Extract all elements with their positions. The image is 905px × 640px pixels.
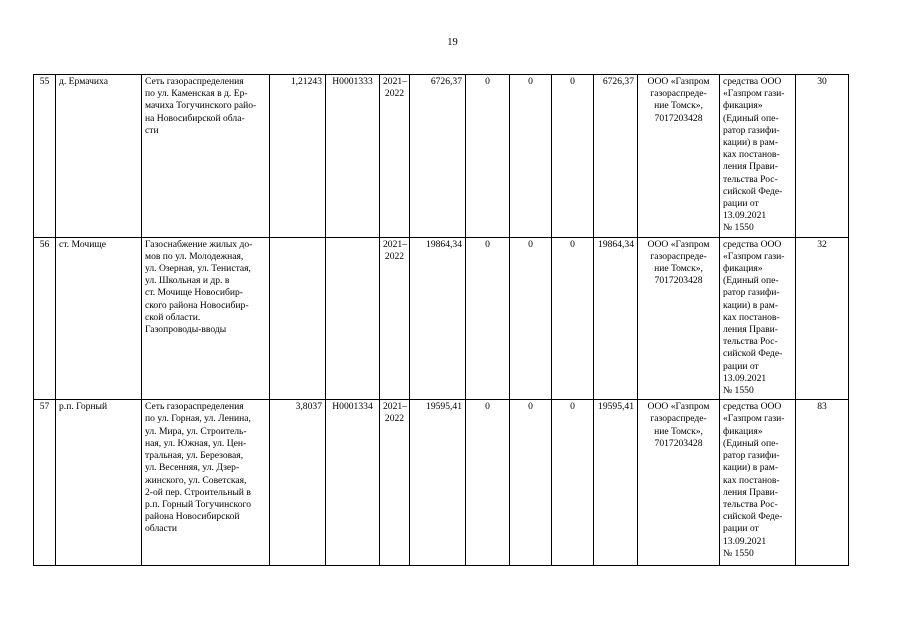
row-number: 55 (34, 75, 56, 238)
amount-col-1: 0 (466, 400, 510, 566)
last-column-value: 83 (796, 400, 849, 566)
object-code (326, 237, 380, 400)
amount-col-1: 0 (466, 75, 510, 238)
object-description: Сеть газораспределения по ул. Горная, ул. Ленина, ул. Мира, ул. Строитель- ная, ул. Южная, ул. Цен- тральная, ул. Березовая, ул. Весенняя, ул. Дзер- жинского, ул. Советская, 2-ой пер. Строительный в р.п. Горный Тогучинского района Новосибирской области (142, 400, 270, 566)
organization: ООО «Газпром газораспреде- ние Томск», 7017203428 (638, 237, 720, 400)
settlement-name: ст. Мочище (56, 237, 142, 400)
last-column-value: 32 (796, 237, 849, 400)
amount-col-1: 0 (466, 237, 510, 400)
total-amount: 19864,34 (410, 237, 466, 400)
organization: ООО «Газпром газораспреде- ние Томск», 7017203428 (638, 400, 720, 566)
organization: ООО «Газпром газораспреде- ние Томск», 7017203428 (638, 75, 720, 238)
amount-col-2: 0 (510, 400, 552, 566)
row-number: 56 (34, 237, 56, 400)
pipeline-length: 1,21243 (270, 75, 326, 238)
row-number: 57 (34, 400, 56, 566)
settlement-name: д. Ермачиха (56, 75, 142, 238)
amount-col-2: 0 (510, 237, 552, 400)
funding-source: средства ООО «Газпром гази- фикация» (Единый опе- ратор газифи- кации) в рам- ках постанов- ления Прави- тельства Рос- сийской Феде- рации от 13.09.2021 № 1550 (720, 75, 796, 238)
amount-col-4: 19864,34 (594, 237, 638, 400)
settlement-name: р.п. Горный (56, 400, 142, 566)
object-code: Н0001334 (326, 400, 380, 566)
pipeline-length (270, 237, 326, 400)
years-period: 2021– 2022 (380, 237, 410, 400)
page-number: 19 (447, 37, 458, 48)
amount-col-4: 6726,37 (594, 75, 638, 238)
amount-col-3: 0 (552, 237, 594, 400)
object-description: Газоснабжение жилых до- мов по ул. Молодежная, ул. Озерная, ул. Тенистая, ул. Школьная и др. в ст. Мочище Новосибир- ского района Новосибир- ской области. Газопроводы-вводы (142, 237, 270, 400)
funding-source: средства ООО «Газпром гази- фикация» (Единый опе- ратор газифи- кации) в рам- ках постанов- ления Прави- тельства Рос- сийской Феде- рации от 13.09.2021 № 1550 (720, 400, 796, 566)
table-row (34, 237, 849, 400)
total-amount: 19595,41 (410, 400, 466, 566)
object-code: Н0001333 (326, 75, 380, 238)
object-description: Сеть газораспределения по ул. Каменская в д. Ер- мачиха Тогучинского райо- на Новосибирской обла- сти (142, 75, 270, 238)
amount-col-4: 19595,41 (594, 400, 638, 566)
amount-col-3: 0 (552, 75, 594, 238)
total-amount: 6726,37 (410, 75, 466, 238)
amount-col-3: 0 (552, 400, 594, 566)
pipeline-length: 3,8037 (270, 400, 326, 566)
years-period: 2021– 2022 (380, 400, 410, 566)
years-period: 2021– 2022 (380, 75, 410, 238)
table-row (34, 75, 849, 238)
table-row (34, 400, 849, 566)
document-table (33, 74, 849, 566)
amount-col-2: 0 (510, 75, 552, 238)
funding-source: средства ООО «Газпром гази- фикация» (Единый опе- ратор газифи- кации) в рам- ках постанов- ления Прави- тельства Рос- сийской Феде- рации от 13.09.2021 № 1550 (720, 237, 796, 400)
last-column-value: 30 (796, 75, 849, 238)
